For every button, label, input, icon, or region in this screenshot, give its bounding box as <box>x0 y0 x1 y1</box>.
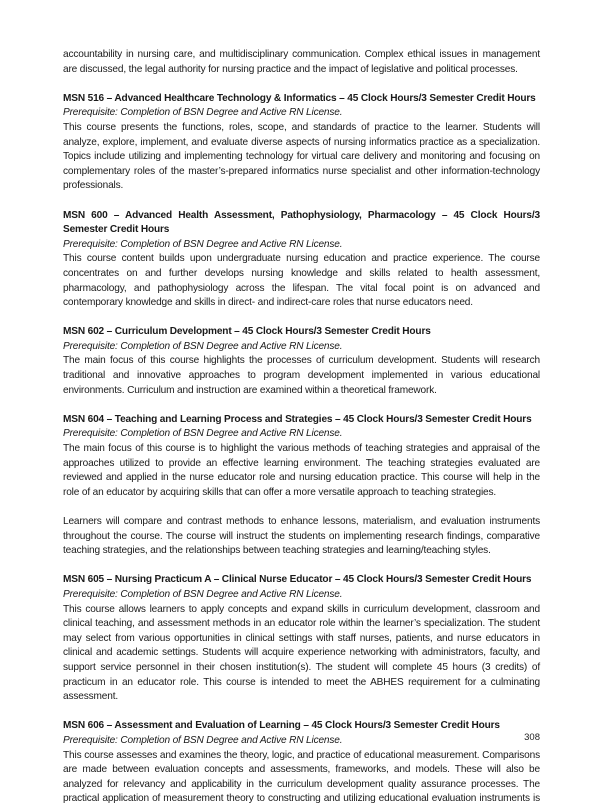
course-title: MSN 600 – Advanced Health Assessment, Pathophysiology, Pharmacology – 45 Clock Hours/3 Semester Credit Hours <box>63 209 540 236</box>
paragraph-gap <box>63 500 540 515</box>
course-description: This course allows learners to apply concepts and expand skills in curriculum development, classroom and clinical teaching, and assessment methods in an educator role within the learner’s specialization. The student may select from various opportunities in clinical settings with staff nurses, patients, and nurse educators in clinical and academic settings. Students will acquire experience networking with administrators, faculty, and support service personnel in their chosen institution(s). The student will complete 45 hours (3 credits) of practicum in an educator role. This course is intended to meet the ABHES requirement for a culminating assessment. <box>63 603 540 703</box>
course-prerequisite: Prerequisite: Completion of BSN Degree and Active RN License. <box>63 734 343 746</box>
course-title: MSN 604 – Teaching and Learning Process and Strategies – 45 Clock Hours/3 Semester Credit Hours <box>63 413 532 425</box>
course-description: This course presents the functions, roles, scope, and standards of practice to the learner. Students will analyze, explore, implement, and evaluate diverse aspects of nursing informatics practice as a specialization. Topics include utilizing and implementing technology for virtual care delivery and monitoring and focusing on complementary roles of the master’s-prepared informatics nurse specialist and other information-technology professionals. <box>63 121 540 192</box>
course-description: The main focus of this course highlights the processes of curriculum development. Students will research traditional and innovative approaches to program development implemented in various educational environments. Curriculum and instruction are examined within a theoretical framework. <box>63 355 540 396</box>
course-title: MSN 516 – Advanced Healthcare Technology & Informatics – 45 Clock Hours/3 Semester Credit Hours <box>63 92 536 104</box>
course-description-continued: Learners will compare and contrast methods to enhance lessons, materialism, and evaluation instruments throughout the course. The course will instruct the students on implementing research findings, comparative teaching strategies, and the relationships between teaching strategies and learning/teaching styles. <box>63 516 540 557</box>
course-description: This course assesses and examines the theory, logic, and practice of educational measurement. Comparisons are made between evaluation concepts and assessments, frameworks, and models. These will also be analyzed for relevancy and applicability in the curriculum development quality assurance processes. The practical application of measurement theory to constructing and utilizing educational evaluation instruments is <box>63 749 540 805</box>
course-title: MSN 606 – Assessment and Evaluation of Learning – 45 Clock Hours/3 Semester Credit Hours <box>63 720 500 732</box>
document-page <box>63 48 540 807</box>
course-prerequisite: Prerequisite: Completion of BSN Degree and Active RN License. <box>63 340 343 352</box>
course-msn-516 <box>63 92 540 194</box>
course-msn-600 <box>63 209 540 311</box>
course-prerequisite: Prerequisite: Completion of BSN Degree and Active RN License. <box>63 107 343 119</box>
intro-paragraph: accountability in nursing care, and multidisciplinary communication. Complex ethical issues in management are discussed, the legal authority for nursing practice and the impact of legislative and political processes. <box>63 49 540 75</box>
course-description: The main focus of this course is to highlight the various methods of teaching strategies and appraisal of the approaches utilized to provide an effective learning environment. The teaching strategies evaluated are reviewed and applied in the nurse educator role and nursing education practice. This course will help in the role of an educator by acquiring skills that can offer a more versatile approach to teaching strategies. <box>63 443 540 498</box>
course-title: MSN 602 – Curriculum Development – 45 Clock Hours/3 Semester Credit Hours <box>63 326 431 338</box>
course-msn-605 <box>63 573 540 704</box>
page-number: 308 <box>524 732 540 743</box>
course-msn-604 <box>63 413 540 559</box>
course-msn-606 <box>63 719 540 807</box>
course-title: MSN 605 – Nursing Practicum A – Clinical Nurse Educator – 45 Clock Hours/3 Semester Credit Hours <box>63 574 532 586</box>
course-prerequisite: Prerequisite: Completion of BSN Degree and Active RN License. <box>63 428 343 440</box>
course-description: This course content builds upon undergraduate nursing education and practice experience. The course concentrates on and further develops nursing knowledge and skills related to health assessment, pharmacology, and pathophysiology across the lifespan. The vital focal point is on advanced and contemporary knowledge and skills in direct- and indirect-care roles that nurse educators need. <box>63 253 540 309</box>
course-prerequisite: Prerequisite: Completion of BSN Degree and Active RN License. <box>63 238 343 250</box>
course-prerequisite: Prerequisite: Completion of BSN Degree and Active RN License. <box>63 588 343 600</box>
course-msn-602 <box>63 325 540 398</box>
